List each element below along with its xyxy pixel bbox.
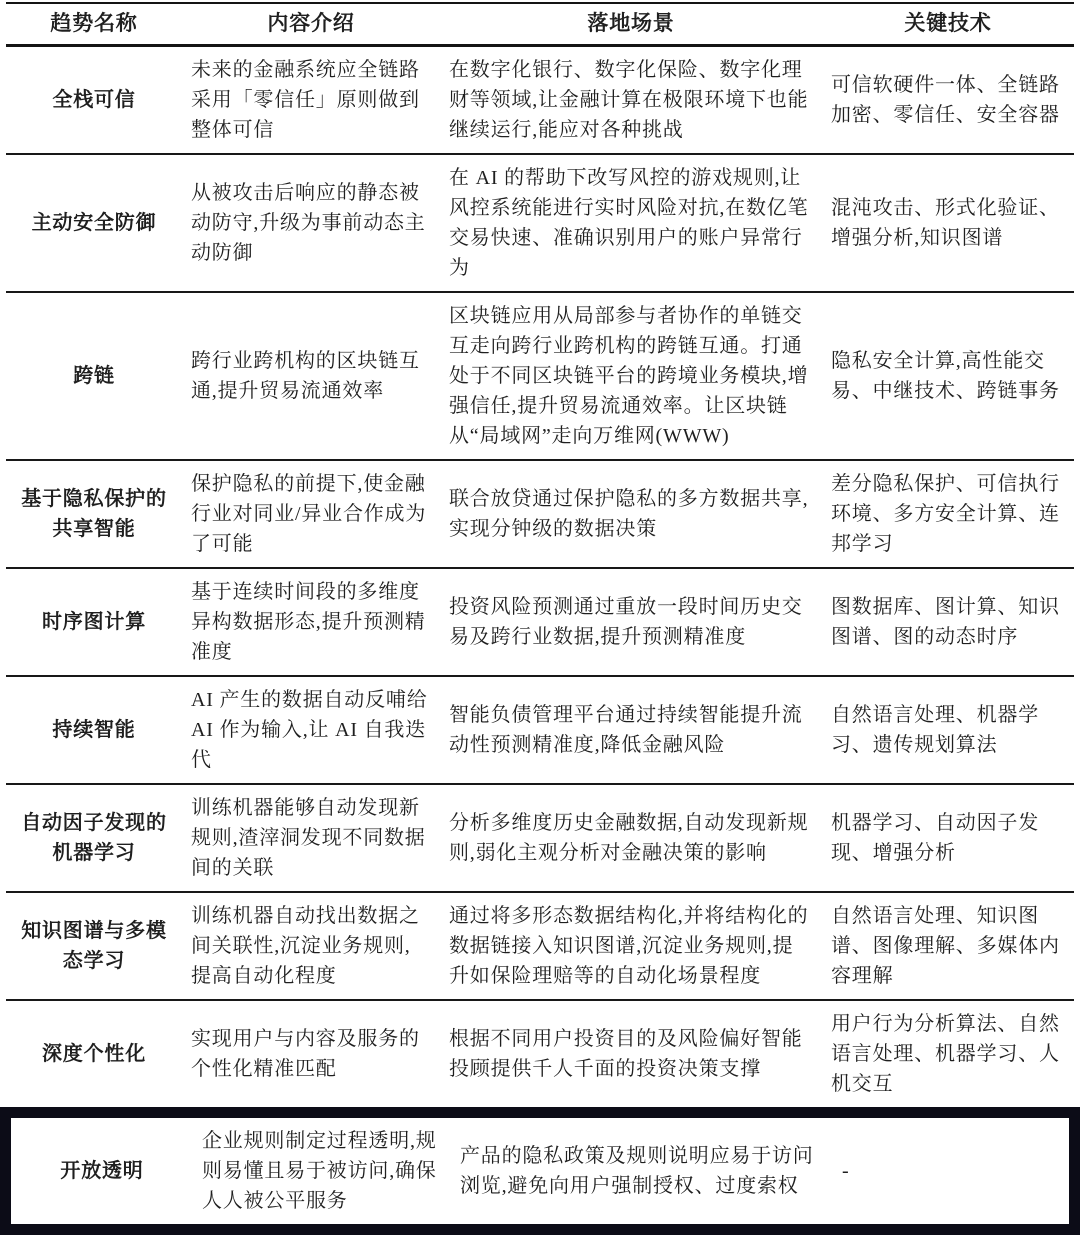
header-trend-name: 趋势名称 — [50, 11, 138, 35]
landing-scene: 产品的隐私政策及规则说明应易于访问浏览,避免向用户强制授权、过度索权 — [460, 1144, 814, 1197]
table-row — [11, 1118, 1069, 1224]
key-tech: 自然语言处理、知识图谱、图像理解、多媒体内容理解 — [831, 904, 1060, 987]
key-tech: 用户行为分析算法、自然语言处理、机器学习、人机交互 — [831, 1012, 1060, 1095]
trend-name: 自动因子发现的机器学习 — [21, 811, 167, 864]
trend-name: 开放透明 — [60, 1159, 144, 1182]
content-intro: 训练机器自动找出数据之间关联性,沉淀业务规则,提高自动化程度 — [191, 904, 420, 987]
content-intro: AI 产生的数据自动反哺给 AI 作为输入,让 AI 自我迭代 — [191, 688, 428, 771]
content-intro: 未来的金融系统应全链路采用「零信任」原则做到整体可信 — [191, 58, 420, 141]
landing-scene: 分析多维度历史金融数据,自动发现新规则,弱化主观分析对金融决策的影响 — [449, 811, 809, 864]
trend-name: 主动安全防御 — [31, 211, 157, 234]
landing-scene: 投资风险预测通过重放一段时间历史交易及跨行业数据,提升预测精准度 — [449, 595, 803, 648]
landing-scene: 在数字化银行、数字化保险、数字化理财等领域,让金融计算在极限环境下也能继续运行,能应对各种挑战 — [449, 58, 809, 141]
landing-scene: 智能负债管理平台通过持续智能提升流动性预测精准度,降低金融风险 — [449, 703, 803, 756]
table-row — [6, 47, 1074, 155]
trend-name: 深度个性化 — [42, 1042, 146, 1065]
table-row — [6, 893, 1074, 1001]
table-row — [6, 785, 1074, 893]
key-tech: 机器学习、自动因子发现、增强分析 — [831, 811, 1039, 864]
table-row — [6, 461, 1074, 569]
trend-name: 跨链 — [73, 364, 115, 387]
content-intro: 实现用户与内容及服务的个性化精准匹配 — [191, 1027, 420, 1080]
header-key-tech: 关键技术 — [904, 11, 992, 35]
key-tech: 隐私安全计算,高性能交易、中继技术、跨链事务 — [831, 349, 1060, 402]
content-intro: 企业规则制定过程透明,规则易懂且易于被访问,确保人人被公平服务 — [202, 1129, 437, 1212]
trend-name: 持续智能 — [52, 718, 136, 741]
key-tech: 可信软硬件一体、全链路加密、零信任、安全容器 — [831, 73, 1060, 126]
landing-scene: 在 AI 的帮助下改写风控的游戏规则,让风控系统能进行实时风险对抗,在数亿笔交易快速、准确识别用户的账户异常行为 — [449, 166, 809, 279]
header-landing-scene: 落地场景 — [587, 11, 675, 35]
landing-scene: 根据不同用户投资目的及风险偏好智能投顾提供千人千面的投资决策支撑 — [449, 1027, 803, 1080]
trend-name: 全栈可信 — [52, 88, 136, 111]
key-tech: 自然语言处理、机器学习、遗传规划算法 — [831, 703, 1039, 756]
key-tech: 混沌攻击、形式化验证、增强分析,知识图谱 — [831, 196, 1060, 249]
content-intro: 从被攻击后响应的静态被动防守,升级为事前动态主动防御 — [191, 181, 426, 264]
content-intro: 保护隐私的前提下,使金融行业对同业/异业合作成为了可能 — [191, 472, 427, 555]
landing-scene: 联合放贷通过保护隐私的多方数据共享,实现分钟级的数据决策 — [449, 487, 809, 540]
landing-scene: 区块链应用从局部参与者协作的单链交互走向跨行业跨机构的跨链互通。打通处于不同区块链平台的跨境业务模块,增强信任,提升贸易流通效率。让区块链从“局域网”走向万维网(WWW) — [449, 304, 809, 447]
key-tech: 差分隐私保护、可信执行环境、多方安全计算、连邦学习 — [831, 472, 1060, 555]
table-row — [6, 569, 1074, 677]
table-row — [6, 1001, 1074, 1107]
table-header — [6, 2, 1074, 47]
key-tech: - — [842, 1159, 850, 1182]
table-row — [6, 155, 1074, 293]
content-intro: 训练机器能够自动发现新规则,渣滓洞发现不同数据间的关联 — [191, 796, 426, 879]
trend-name: 知识图谱与多模态学习 — [21, 919, 167, 972]
table-row — [6, 677, 1074, 785]
landing-scene: 通过将多形态数据结构化,并将结构化的数据链接入知识图谱,沉淀业务规则,提升如保险理赔等的自动化场景程度 — [449, 904, 809, 987]
key-tech: 图数据库、图计算、知识图谱、图的动态时序 — [831, 595, 1060, 648]
table-row — [6, 293, 1074, 461]
trend-name: 时序图计算 — [42, 610, 146, 633]
content-intro: 跨行业跨机构的区块链互通,提升贸易流通效率 — [191, 349, 420, 402]
trend-name: 基于隐私保护的共享智能 — [21, 487, 167, 540]
highlight-frame — [0, 1107, 1080, 1235]
content-intro: 基于连续时间段的多维度异构数据形态,提升预测精准度 — [191, 580, 426, 663]
header-content-intro: 内容介绍 — [267, 11, 355, 35]
